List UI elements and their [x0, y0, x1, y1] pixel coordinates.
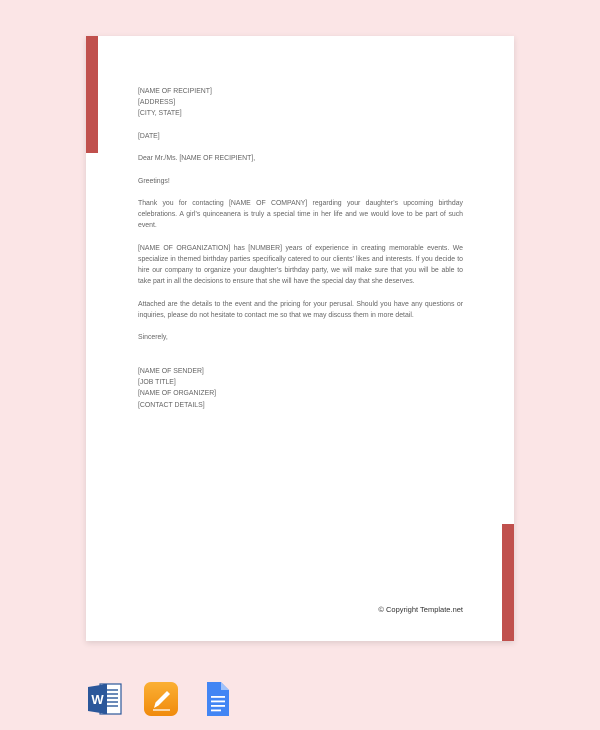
- paragraph-3: Attached are the details to the event and the pricing for your perusal. Should you have any questions or inquiries, please do not hesitate to contact me so that we may discuss them in more detail.: [138, 300, 463, 319]
- greeting: Greetings!: [138, 177, 170, 185]
- copyright-text: © Copyright Template.net: [378, 605, 463, 614]
- accent-bar-top: [86, 36, 98, 153]
- paragraph-1: Thank you for contacting [NAME OF COMPANY] regarding your daughter’s upcoming birthday celebrations. A girl’s quinceanera is truly a special time in her life and we would love to be part of such event.: [138, 199, 463, 230]
- paragraph-2: [NAME OF ORGANIZATION] has [NUMBER] years of experience in creating memorable events. We specialize in themed birthday parties specifically catered to our clients’ likes and interests. If you decide to hire our company to organize your daughter’s birthday party, we will make sure that you will be able to take part in all the decisions to ensure that she will have the special day that she deserves.: [138, 244, 463, 286]
- google-docs-icon[interactable]: [199, 681, 235, 717]
- format-icons: [87, 681, 235, 717]
- sender-contact: [CONTACT DETAILS]: [138, 401, 205, 409]
- sender-organizer: [NAME OF ORGANIZER]: [138, 390, 217, 398]
- sender-job-title: [JOB TITLE]: [138, 379, 176, 387]
- salutation: Dear Mr./Ms. [NAME OF RECIPIENT],: [138, 155, 256, 163]
- recipient-city-state: [CITY, STATE]: [138, 110, 182, 118]
- accent-bar-bottom: [502, 524, 514, 641]
- letter-date: [DATE]: [138, 132, 160, 140]
- sender-name: [NAME OF SENDER]: [138, 367, 204, 375]
- pages-icon[interactable]: [143, 681, 179, 717]
- recipient-name: [NAME OF RECIPIENT]: [138, 88, 212, 95]
- svg-text:W: W: [91, 692, 104, 707]
- recipient-address: [ADDRESS]: [138, 99, 176, 107]
- letter-body: [138, 86, 463, 411]
- word-icon[interactable]: [87, 681, 123, 717]
- closing: Sincerely,: [138, 334, 168, 342]
